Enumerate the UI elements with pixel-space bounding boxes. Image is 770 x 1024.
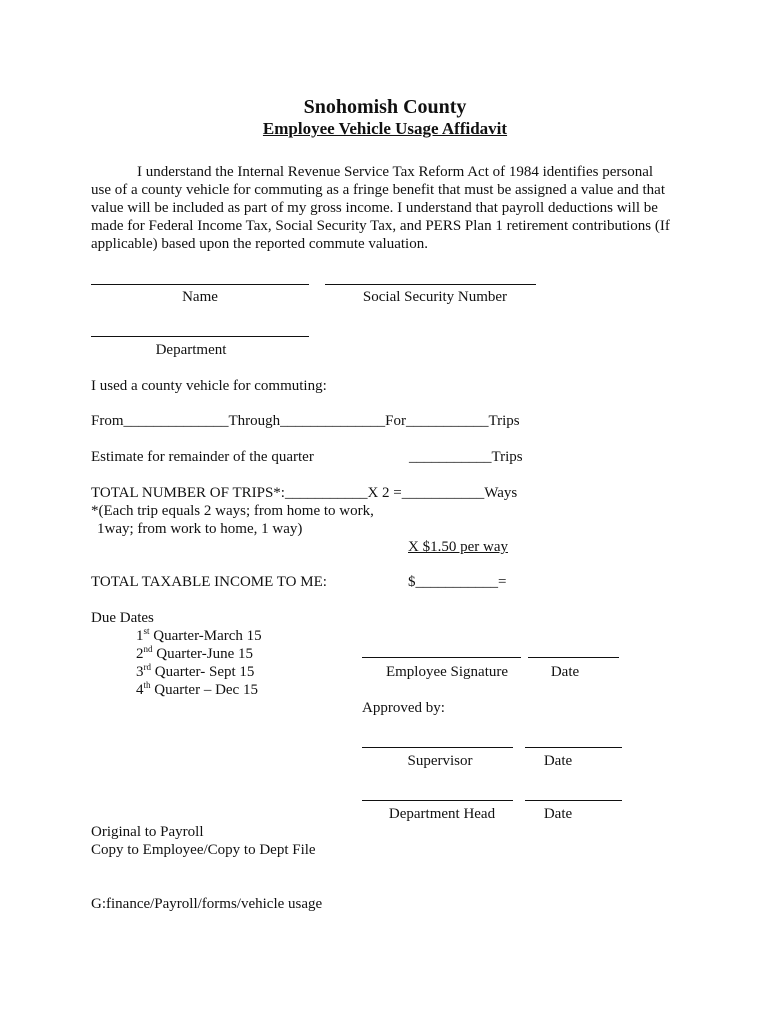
trip-note-line-1: *(Each trip equals 2 ways; from home to work, bbox=[91, 503, 374, 519]
approved-by-label: Approved by: bbox=[362, 700, 445, 716]
department-label: Department bbox=[155, 342, 227, 358]
total-trips-line[interactable]: TOTAL NUMBER OF TRIPS*:___________X 2 =___________Ways bbox=[91, 485, 518, 501]
employee-signature-line[interactable] bbox=[362, 657, 521, 658]
from-through-for-line[interactable]: From______________Through______________For___________Trips bbox=[91, 413, 520, 429]
distribution-original: Original to Payroll bbox=[91, 824, 204, 840]
estimate-label: Estimate for remainder of the quarter bbox=[91, 449, 314, 465]
supervisor-date-label: Date bbox=[543, 753, 573, 769]
supervisor-label: Supervisor bbox=[407, 753, 473, 769]
intro-line: value will be included as part of my gross income. I understand that payroll deductions will be bbox=[91, 200, 658, 216]
department-head-signature-line[interactable] bbox=[362, 800, 513, 801]
supervisor-date-line[interactable] bbox=[525, 747, 622, 748]
intro-line: I understand the Internal Revenue Service Tax Reform Act of 1984 identifies personal bbox=[137, 164, 654, 180]
trip-note-line-2: 1way; from work to home, 1 way) bbox=[97, 521, 303, 537]
commute-statement: I used a county vehicle for commuting: bbox=[91, 378, 327, 394]
name-label: Name bbox=[182, 289, 218, 305]
due-date-item: 1st Quarter-March 15 bbox=[136, 626, 262, 644]
intro-line: made for Federal Income Tax, Social Security Tax, and PERS Plan 1 retirement contributions (If bbox=[91, 218, 670, 234]
intro-paragraph bbox=[91, 163, 691, 253]
name-signature-line[interactable] bbox=[91, 284, 309, 285]
estimate-trips-field[interactable]: ___________Trips bbox=[409, 449, 523, 465]
intro-line: applicable) based upon the reported commute valuation. bbox=[91, 236, 428, 252]
ssn-signature-line[interactable] bbox=[325, 284, 536, 285]
form-subtitle: Employee Vehicle Usage Affidavit bbox=[262, 119, 508, 138]
department-head-date-line[interactable] bbox=[525, 800, 622, 801]
department-head-label: Department Head bbox=[388, 806, 496, 822]
employee-signature-label: Employee Signature bbox=[385, 664, 509, 680]
rate-per-way: X $1.50 per way bbox=[408, 539, 508, 555]
form-title: Snohomish County bbox=[303, 96, 467, 118]
department-line[interactable] bbox=[91, 336, 309, 337]
employee-date-label: Date bbox=[550, 664, 580, 680]
due-date-item: 4th Quarter – Dec 15 bbox=[136, 680, 258, 698]
due-date-item: 3rd Quarter- Sept 15 bbox=[136, 662, 255, 680]
supervisor-signature-line[interactable] bbox=[362, 747, 513, 748]
department-head-date-label: Date bbox=[543, 806, 573, 822]
file-path: G:finance/Payroll/forms/vehicle usage bbox=[91, 896, 323, 912]
due-dates-heading: Due Dates bbox=[91, 610, 154, 626]
taxable-income-field[interactable]: $___________= bbox=[408, 574, 507, 590]
employee-date-line[interactable] bbox=[528, 657, 619, 658]
due-date-item: 2nd Quarter-June 15 bbox=[136, 644, 253, 662]
taxable-income-label: TOTAL TAXABLE INCOME TO ME: bbox=[91, 574, 327, 590]
ssn-label: Social Security Number bbox=[362, 289, 508, 305]
intro-line: use of a county vehicle for commuting as a fringe benefit that must be assigned a value and that bbox=[91, 182, 665, 198]
distribution-copy: Copy to Employee/Copy to Dept File bbox=[91, 842, 316, 858]
